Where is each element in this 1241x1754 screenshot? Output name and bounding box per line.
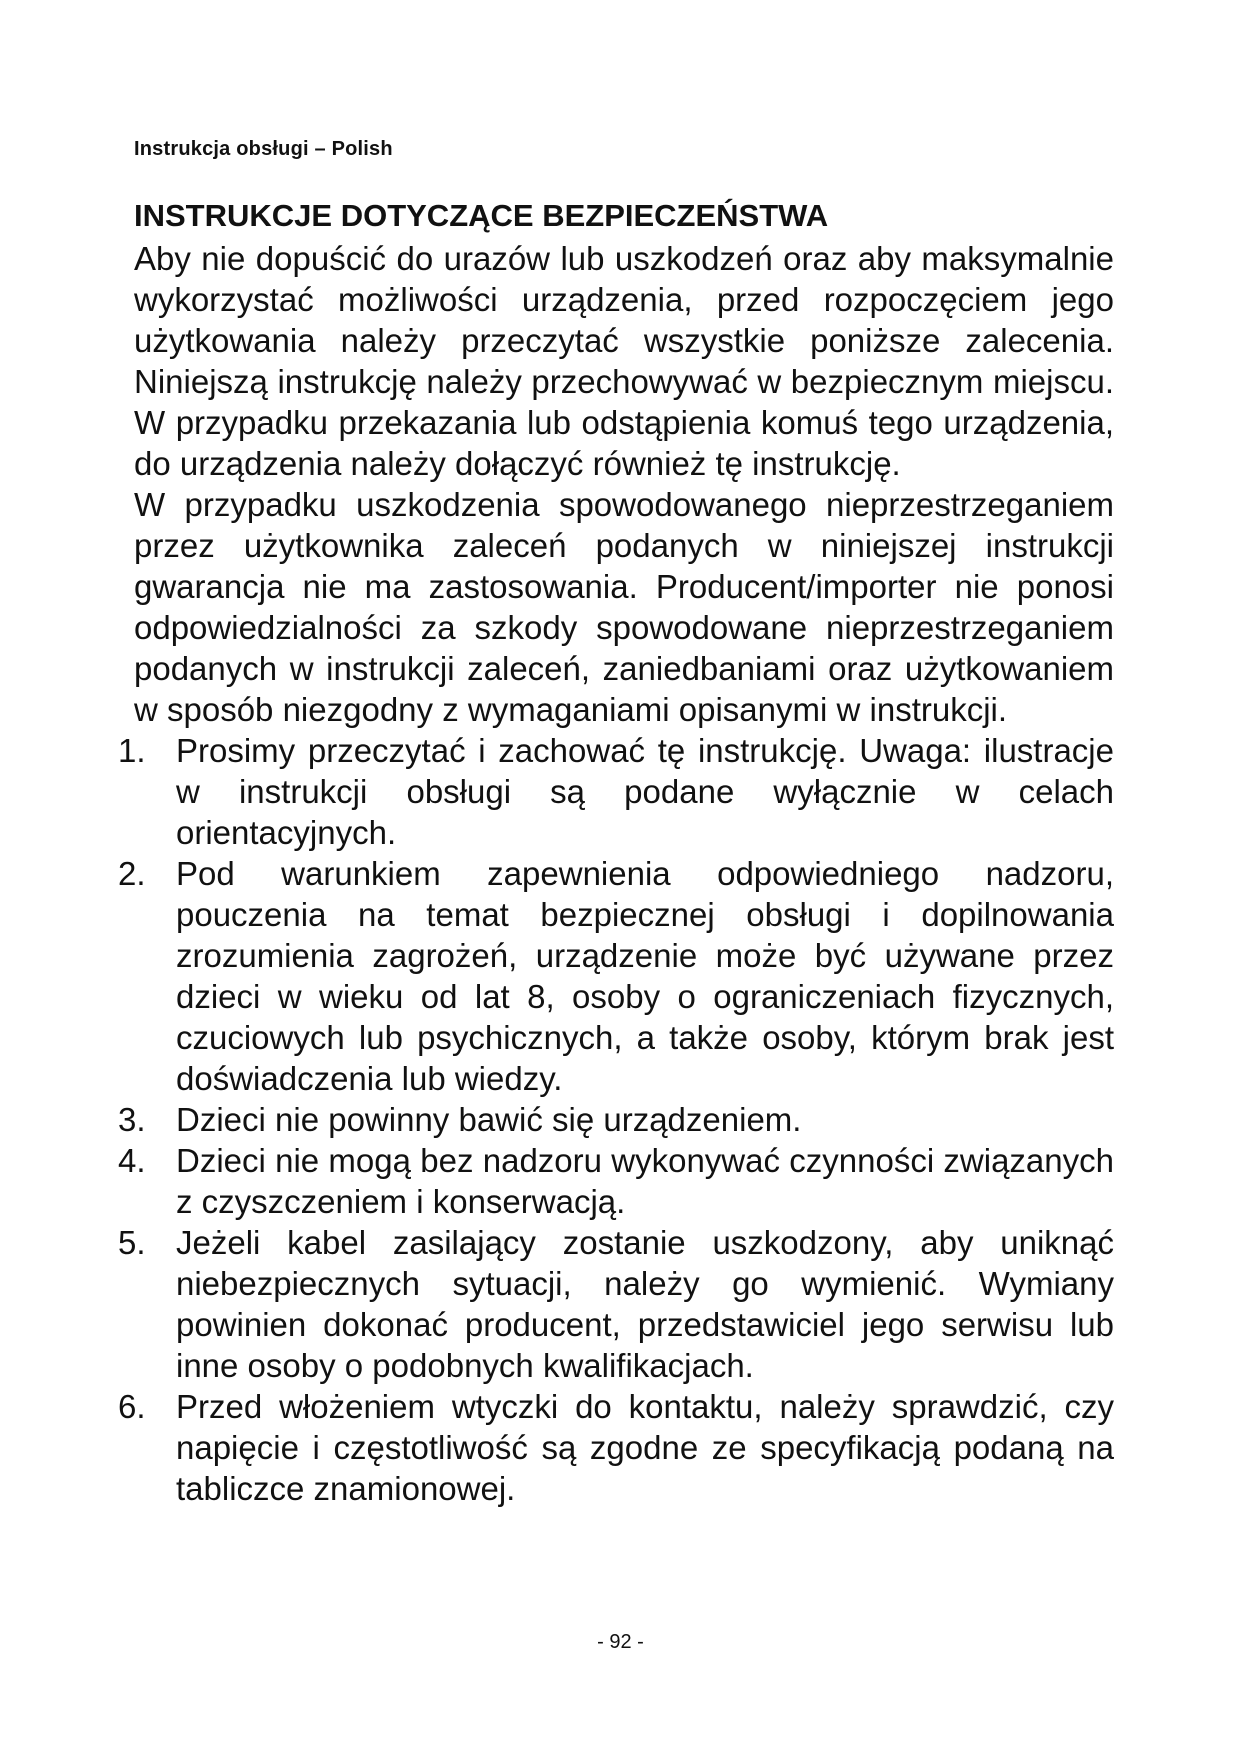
- list-item-text: Pod warunkiem zapewnienia odpowiedniego nadzoru, pouczenia na temat bezpiecznej obsługi i dopilnowania zrozumienia zagrożeń, urządzenie może być używane przez dzieci w wieku od lat 8, osoby o ograniczeniach fizycznych, czuciowych lub psychicznych, a także osoby, którym brak jest doświadczenia lub wiedzy.: [176, 855, 1114, 1097]
- safety-instructions-section: [118, 196, 1114, 1509]
- manual-header-label: Instrukcja obsługi – Polish: [134, 138, 393, 160]
- list-item-number: 1.: [118, 732, 146, 769]
- list-item-text: Dzieci nie mogą bez nadzoru wykonywać czynności związanych z czyszczeniem i konserwacją.: [176, 1142, 1114, 1220]
- list-item-number: 5.: [118, 1224, 146, 1261]
- intro-paragraph-1: Aby nie dopuścić do urazów lub uszkodzeń oraz aby maksymalnie wykorzystać możliwości urządzenia, przed rozpoczęciem jego użytkowania należy przeczytać wszystkie poniższe zalecenia. Niniejszą instrukcję należy przechowywać w bezpiecznym miejscu. W przypadku przekazania lub odstąpienia komuś tego urządzenia, do urządzenia należy dołączyć również tę instrukcję.: [134, 240, 1114, 482]
- list-item-text: Prosimy przeczytać i zachować tę instrukcję. Uwaga: ilustracje w instrukcji obsługi są podane wyłącznie w celach orientacyjnych.: [176, 732, 1114, 851]
- list-item: [118, 1099, 1114, 1140]
- list-item: [118, 1222, 1114, 1386]
- list-item: [118, 1140, 1114, 1222]
- page-number: - 92 -: [597, 1631, 644, 1653]
- intro-paragraph-2: W przypadku uszkodzenia spowodowanego nieprzestrzeganiem przez użytkownika zaleceń podanych w niniejszej instrukcji gwarancja nie ma zastosowania. Producent/importer nie ponosi odpowiedzialności za szkody spowodowane nieprzestrzeganiem podanych w instrukcji zaleceń, zaniedbaniami oraz użytkowaniem w sposób niezgodny z wymaganiami opisanymi w instrukcji.: [134, 486, 1114, 728]
- list-item-number: 3.: [118, 1101, 146, 1138]
- safety-list: [118, 730, 1114, 1509]
- section-title: INSTRUKCJE DOTYCZĄCE BEZPIECZEŃSTWA: [134, 198, 829, 233]
- list-item-text: Dzieci nie powinny bawić się urządzeniem.: [176, 1101, 802, 1138]
- list-item-number: 6.: [118, 1388, 146, 1425]
- list-item-text: Przed włożeniem wtyczki do kontaktu, należy sprawdzić, czy napięcie i częstotliwość są zgodne ze specyfikacją podaną na tabliczce znamionowej.: [176, 1388, 1114, 1507]
- list-item-number: 2.: [118, 855, 146, 892]
- list-item-number: 4.: [118, 1142, 146, 1179]
- list-item-text: Jeżeli kabel zasilający zostanie uszkodzony, aby uniknąć niebezpiecznych sytuacji, należy go wymienić. Wymiany powinien dokonać producent, przedstawiciel jego serwisu lub inne osoby o podobnych kwalifikacjach.: [176, 1224, 1114, 1384]
- list-item: [118, 730, 1114, 853]
- list-item: [118, 1386, 1114, 1509]
- list-item: [118, 853, 1114, 1099]
